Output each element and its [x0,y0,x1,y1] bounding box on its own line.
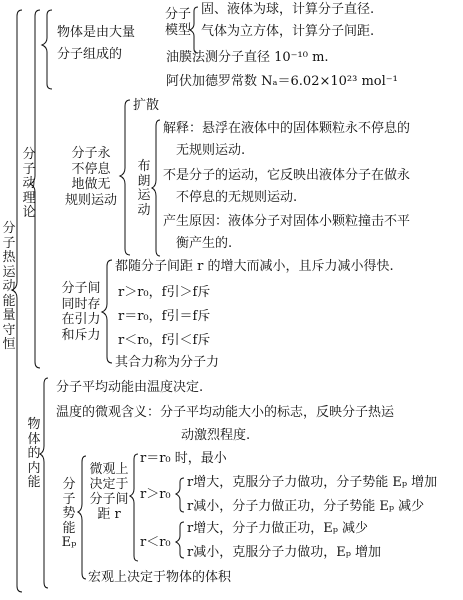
force-net: 其合力称为分子力 [115,355,220,370]
composition-label-a: 物体是由大量 [57,25,136,40]
gt-item-decrease: r减小，分子力做正功，分子势能 Eₚ 减少 [187,499,425,514]
cause-line-1: 产生原因：液体分子对固体小颗粒撞击不平 [163,214,411,229]
force-case-gt: r＞r₀，f引＞f斥 [118,285,211,300]
explain-line-2: 无规则运动. [176,143,246,158]
gt-label: r＞r₀ [140,487,171,502]
cause-line-2: 衡产生的. [176,236,233,251]
kinetic-line-3: 动激烈程度. [181,428,251,443]
potential-brace [78,456,86,579]
theory-label: 分子动理论 [22,147,36,220]
potential-label: 分子势能Eₚ [61,477,77,550]
oil-film-text: 油膜法测分子直径 10⁻¹⁰ m. [166,50,329,65]
kinetic-line-2: 温度的微观含义：分子平均动能大小的标志，反映分子热运 [56,405,395,420]
model-item-cube: 气体为立方体，计算分子间距. [201,24,375,39]
composition-brace [42,10,52,89]
avogadro-text: 阿伏加德罗常数 Nₐ＝6.02×10²³ mol⁻¹ [166,74,398,89]
r-equal-text: r＝r₀ 时，最小 [140,451,227,466]
micro-label: 微观上决定于分子间距 r [89,462,129,522]
brownian-brace [152,120,160,256]
model-item-sphere: 固、液体为球，计算分子直径. [201,2,375,17]
gt-item-increase: r增大，克服分子力做功，分子势能 Eₚ 增加 [187,475,438,490]
root-label: 分子热运动能量守恒 [2,221,16,352]
motion-label: 分子永 不停息 地做无 规则运动 [64,146,117,208]
force-rule: 都随分子间距 r 的增大而减小，且斥力减小得快. [115,259,394,274]
diffusion-text: 扩散 [133,98,160,113]
internal-label: 物体的内能 [27,417,41,490]
not-line-1: 不是分子的运动，它反映出液体分子在做永 [163,168,411,183]
lt-brace [176,522,184,558]
model-label: 分子模型 [164,7,191,38]
force-case-eq: r＝r₀，f引＝f斥 [118,309,211,324]
brownian-label: 布朗运动 [137,159,151,218]
micro-brace [130,454,138,561]
force-case-lt: r＜r₀，f引＜f斥 [118,333,211,348]
not-line-2: 不停息的无规则运动. [176,190,298,205]
internal-brace [40,378,48,588]
explain-line-1: 解释：悬浮在液体中的固体颗粒永不停息的 [163,121,411,136]
composition-label-b: 分子组成的 [57,47,123,62]
macro-text: 宏观上决定于物体的体积 [88,570,232,585]
forces-label: 分子间 同时存 在引力 和斥力 [61,281,101,343]
kinetic-line-1: 分子平均动能由温度决定. [56,380,204,395]
gt-brace [176,478,184,512]
lt-item-decrease: r减小，克服分子力做功，Eₚ 增加 [187,545,382,560]
lt-label: r＜r₀ [140,535,171,550]
lt-item-increase: r增大，分子力做正功，Eₚ 减少 [187,521,369,536]
